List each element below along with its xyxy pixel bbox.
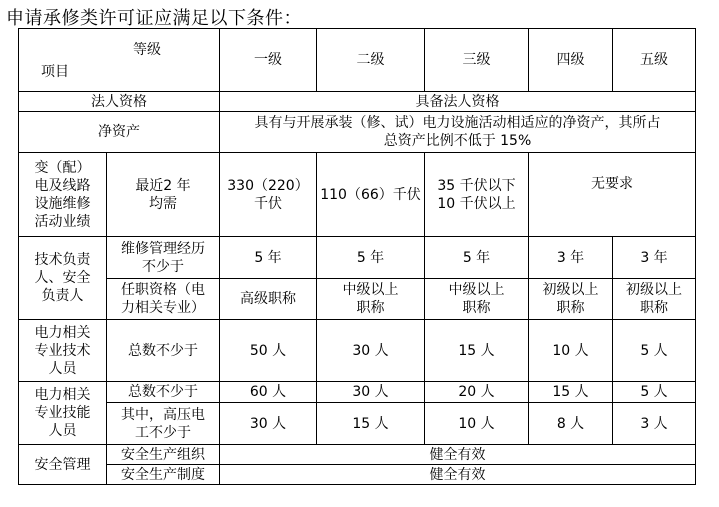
legal-person-row: [19, 92, 696, 112]
legal-person-label: 法人资格: [19, 92, 220, 112]
skill-staff-hv-sub-line: 工不少于: [135, 424, 191, 441]
tech-staff-level-3: 15 人: [425, 320, 529, 382]
safety-sys-row: [19, 465, 696, 485]
item-label: 项目: [41, 64, 69, 80]
skill-staff-label-line: 专业技能: [34, 405, 91, 421]
performance-level-1-line: 千伏: [254, 195, 282, 212]
performance-level-4-5: 无要求: [529, 153, 696, 237]
qualification-sub-line: 力相关专业）: [121, 300, 205, 316]
leaders-label-line: 负责人: [41, 288, 84, 304]
skill-staff-hv-level-5: 3 人: [613, 403, 696, 445]
leaders-label-line: 人、安全: [34, 270, 91, 286]
safety-label: 安全管理: [19, 445, 107, 485]
qualification-line: 职称: [640, 300, 668, 316]
performance-sub-line: 最近2 年: [135, 177, 191, 194]
qualification-sub-line: 任职资格（电: [121, 282, 205, 298]
performance-level-1-line: 330（220）: [227, 177, 309, 194]
qualification-line: 初级以上: [626, 282, 682, 298]
skill-staff-hv-level-4: 8 人: [529, 403, 613, 445]
qualification-line: 职称: [462, 300, 491, 316]
experience-level-4: 3 年: [529, 237, 613, 279]
performance-sub-label: [107, 153, 220, 237]
tech-staff-level-2: 30 人: [317, 320, 425, 382]
qualification-level-5: [613, 279, 696, 320]
leaders-label-line: 技术负责: [34, 252, 91, 268]
performance-level-3: [425, 153, 529, 237]
performance-label-line: 电及线路: [34, 177, 91, 194]
skill-staff-total-level-5: 5 人: [613, 382, 696, 403]
qualification-line: 中级以上: [342, 282, 399, 298]
tech-staff-row: [19, 320, 696, 382]
header-corner-cell: [19, 29, 220, 92]
tech-staff-level-4: 10 人: [529, 320, 613, 382]
qualification-line: 中级以上: [448, 282, 505, 298]
skill-staff-label-line: 人员: [48, 423, 77, 439]
safety-org-sub-label: 安全生产组织: [107, 445, 220, 465]
qualification-sub-label: [107, 279, 220, 320]
net-assets-value: [220, 112, 696, 153]
performance-label-line: 变（配）: [34, 159, 91, 176]
performance-level-3-line: 10 千伏以上: [437, 195, 516, 212]
performance-sub-line: 均需: [149, 195, 177, 212]
experience-level-3: 5 年: [425, 237, 529, 279]
skill-staff-total-level-4: 15 人: [529, 382, 613, 403]
qualification-line: 职称: [356, 300, 385, 316]
qualification-level-1: 高级职称: [220, 279, 317, 320]
tech-staff-level-5: 5 人: [613, 320, 696, 382]
level-4-header: 四级: [529, 29, 613, 92]
tech-staff-label-line: 电力相关: [34, 324, 91, 341]
experience-level-2: 5 年: [317, 237, 425, 279]
performance-level-3-line: 35 千伏以下: [437, 177, 516, 194]
skill-staff-hv-level-1: 30 人: [220, 403, 317, 445]
safety-sys-sub-label: 安全生产制度: [107, 465, 220, 485]
skill-staff-hv-level-2: 15 人: [317, 403, 425, 445]
safety-org-value: 健全有效: [220, 445, 696, 465]
level-2-header: 二级: [317, 29, 425, 92]
qualification-line: 初级以上: [542, 282, 599, 298]
safety-org-row: [19, 445, 696, 465]
safety-sys-value: 健全有效: [220, 465, 696, 485]
skill-staff-total-level-2: 30 人: [317, 382, 425, 403]
leaders-experience-row: [19, 237, 696, 279]
skill-staff-hv-row: [19, 403, 696, 445]
level-5-header: 五级: [613, 29, 696, 92]
skill-staff-label-line: 电力相关: [34, 387, 91, 403]
skill-staff-total-level-1: 60 人: [220, 382, 317, 403]
skill-staff-hv-level-3: 10 人: [425, 403, 529, 445]
leaders-label: [19, 237, 107, 320]
performance-level-2: 110（66）千伏: [317, 153, 425, 237]
leaders-qualification-row: [19, 279, 696, 320]
qualification-level-4: [529, 279, 613, 320]
net-assets-row: [19, 112, 696, 153]
skill-staff-hv-sub-label: [107, 403, 220, 445]
level-1-header: 一级: [220, 29, 317, 92]
tech-staff-sub-label: 总数不少于: [107, 320, 220, 382]
experience-level-1: 5 年: [220, 237, 317, 279]
net-assets-value-line2: 总资产比例不低于 15%: [383, 133, 532, 149]
header-row: [19, 29, 696, 92]
performance-label: [19, 153, 107, 237]
skill-staff-total-level-3: 20 人: [425, 382, 529, 403]
tech-staff-label: [19, 320, 107, 382]
experience-sub-label: [107, 237, 220, 279]
qualification-level-3: [425, 279, 529, 320]
skill-staff-hv-sub-line: 其中，高压电: [121, 406, 205, 423]
net-assets-value-line1: 具有与开展承装（修、试）电力设施活动相适应的净资产，其所占: [254, 115, 661, 131]
qualification-line: 职称: [556, 300, 585, 316]
tech-staff-label-line: 专业技术: [34, 342, 91, 359]
experience-sub-line: 不少于: [142, 258, 184, 275]
net-assets-label: 净资产: [19, 112, 220, 153]
experience-level-5: 3 年: [613, 237, 696, 279]
level-3-header: 三级: [425, 29, 529, 92]
performance-label-line: 活动业绩: [34, 213, 91, 230]
skill-staff-total-sub-label: 总数不少于: [107, 382, 220, 403]
performance-label-line: 设施维修: [34, 195, 91, 212]
skill-staff-label: [19, 382, 107, 445]
experience-sub-line: 维修管理经历: [121, 240, 205, 257]
tech-staff-level-1: 50 人: [220, 320, 317, 382]
skill-staff-total-row: [19, 382, 696, 403]
tech-staff-label-line: 人员: [48, 360, 77, 377]
legal-person-value: 具备法人资格: [220, 92, 696, 112]
grade-label: 等级: [133, 42, 161, 58]
performance-row: [19, 153, 696, 237]
page-title: 申请承修类许可证应满足以下条件：: [6, 8, 302, 29]
requirements-table: [18, 28, 696, 485]
qualification-level-2: [317, 279, 425, 320]
performance-level-1: [220, 153, 317, 237]
